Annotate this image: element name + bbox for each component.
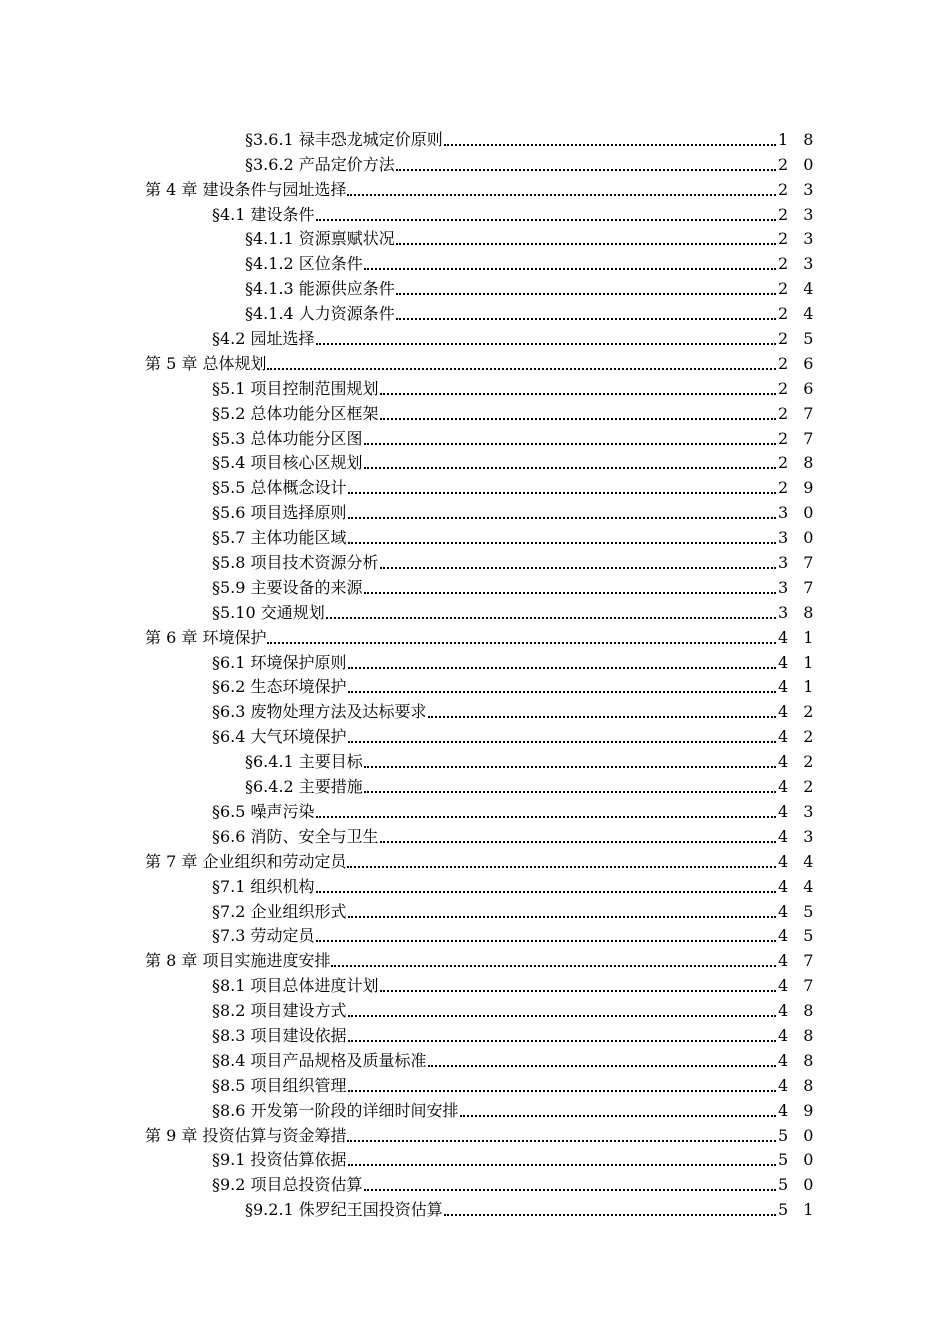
toc-entry[interactable] — [0, 200, 950, 225]
toc-entry-title: 第 4 章 建设条件与园址选择 — [145, 179, 347, 199]
toc-dot-leader — [396, 239, 776, 245]
toc-entry-title: §4.2 园址选择 — [212, 329, 315, 349]
toc-page-number: 5 0 — [778, 1175, 819, 1195]
toc-dot-leader — [380, 414, 776, 420]
toc-page-number: 4 2 — [778, 777, 819, 797]
toc-dot-leader — [380, 389, 776, 395]
toc-page-number: 2 7 — [778, 428, 819, 448]
toc-dot-leader — [364, 588, 776, 594]
toc-entry-title: 第 5 章 总体规划 — [145, 353, 267, 373]
toc-entry[interactable] — [0, 324, 950, 349]
toc-entry-title: §7.3 劳动定员 — [212, 926, 315, 946]
toc-page-number: 3 7 — [778, 577, 819, 597]
toc-dot-leader — [348, 737, 776, 743]
toc-dot-leader — [428, 1061, 776, 1067]
toc-entry-title: §6.4.1 主要目标 — [245, 752, 363, 772]
toc-page-number: 4 4 — [778, 851, 819, 871]
toc-page-number: 4 1 — [778, 652, 819, 672]
toc-page-number: 4 3 — [778, 826, 819, 846]
toc-dot-leader — [380, 563, 776, 569]
toc-dot-leader — [316, 936, 776, 942]
toc-dot-leader — [348, 1160, 776, 1166]
toc-entry[interactable] — [0, 996, 950, 1021]
toc-dot-leader — [444, 1210, 776, 1216]
toc-entry[interactable] — [0, 673, 950, 698]
toc-entry[interactable] — [0, 1071, 950, 1096]
toc-entry-title: §5.1 项目控制范围规划 — [212, 378, 379, 398]
toc-entry-title: §6.4 大气环境保护 — [212, 727, 347, 747]
toc-entry-title: §6.5 噪声污染 — [212, 801, 315, 821]
toc-dot-leader — [347, 190, 776, 196]
toc-page-number: 4 2 — [778, 752, 819, 772]
toc-dot-leader — [267, 364, 776, 370]
toc-entry[interactable] — [0, 249, 950, 274]
toc-dot-leader — [348, 1036, 776, 1042]
toc-page-number: 5 0 — [778, 1150, 819, 1170]
toc-entry[interactable] — [0, 424, 950, 449]
toc-entry-title: §9.2.1 侏罗纪王国投资估算 — [245, 1200, 443, 1220]
toc-page-number: 2 5 — [778, 329, 819, 349]
toc-page-number: 4 7 — [778, 976, 819, 996]
toc-entry[interactable] — [0, 449, 950, 474]
toc-entry-title: §3.6.2 产品定价方法 — [245, 154, 395, 174]
toc-dot-leader — [348, 538, 776, 544]
toc-entry-title: §5.4 项目核心区规划 — [212, 453, 363, 473]
toc-dot-leader — [347, 862, 776, 868]
toc-entry[interactable] — [0, 225, 950, 250]
toc-page-number: 1 8 — [778, 129, 819, 149]
toc-entry-title: §5.2 总体功能分区框架 — [212, 403, 379, 423]
toc-entry-title: §4.1 建设条件 — [212, 204, 315, 224]
toc-dot-leader — [364, 787, 776, 793]
toc-entry-title: §7.2 企业组织形式 — [212, 901, 347, 921]
toc-dot-leader — [348, 488, 776, 494]
toc-entry-title: 第 7 章 企业组织和劳动定员 — [145, 851, 347, 871]
toc-dot-leader — [396, 314, 776, 320]
toc-entry[interactable] — [0, 1121, 950, 1146]
toc-entry[interactable] — [0, 548, 950, 573]
toc-entry-title: 第 9 章 投资估算与资金筹措 — [145, 1125, 347, 1145]
toc-dot-leader — [380, 986, 776, 992]
toc-page-number: 2 0 — [778, 154, 819, 174]
toc-dot-leader — [348, 1011, 776, 1017]
toc-entry[interactable] — [0, 274, 950, 299]
toc-entry[interactable] — [0, 1195, 950, 1220]
toc-dot-leader — [316, 812, 776, 818]
toc-entry[interactable] — [0, 150, 950, 175]
toc-entry-title: §5.9 主要设备的来源 — [212, 577, 363, 597]
toc-page-number: 2 4 — [778, 304, 819, 324]
toc-page-number: 3 0 — [778, 503, 819, 523]
toc-dot-leader — [348, 687, 776, 693]
toc-dot-leader — [380, 837, 776, 843]
toc-entry-title: §8.1 项目总体进度计划 — [212, 976, 379, 996]
toc-entry[interactable] — [0, 697, 950, 722]
toc-dot-leader — [364, 439, 776, 445]
toc-entry-title: §5.7 主体功能区域 — [212, 528, 347, 548]
table-of-contents — [0, 125, 950, 1220]
toc-entry[interactable] — [0, 1046, 950, 1071]
toc-dot-leader — [347, 1136, 776, 1142]
toc-entry-title: §7.1 组织机构 — [212, 876, 315, 896]
toc-dot-leader — [364, 762, 776, 768]
toc-dot-leader — [460, 1111, 776, 1117]
toc-page-number: 2 3 — [778, 254, 819, 274]
toc-dot-leader — [348, 912, 776, 918]
toc-entry-title: §6.4.2 主要措施 — [245, 777, 363, 797]
toc-page-number: 2 6 — [778, 378, 819, 398]
toc-dot-leader — [428, 712, 776, 718]
toc-page-number: 2 7 — [778, 403, 819, 423]
toc-page-number: 4 3 — [778, 801, 819, 821]
toc-page-number: 5 0 — [778, 1125, 819, 1145]
toc-dot-leader — [348, 513, 776, 519]
toc-entry[interactable] — [0, 175, 950, 200]
toc-entry-title: §5.6 项目选择原则 — [212, 503, 347, 523]
toc-entry[interactable] — [0, 349, 950, 374]
toc-page-number: 4 1 — [778, 677, 819, 697]
toc-entry[interactable] — [0, 125, 950, 150]
toc-entry[interactable] — [0, 946, 950, 971]
toc-entry-title: §5.10 交通规划 — [212, 602, 325, 622]
toc-entry[interactable] — [0, 1170, 950, 1195]
toc-dot-leader — [396, 165, 776, 171]
toc-dot-leader — [316, 215, 776, 221]
toc-entry[interactable] — [0, 722, 950, 747]
toc-entry-title: §6.2 生态环境保护 — [212, 677, 347, 697]
toc-page-number: 3 8 — [778, 602, 819, 622]
toc-entry-title: §4.1.1 资源禀赋状况 — [245, 229, 395, 249]
toc-entry-title: 第 8 章 项目实施进度安排 — [145, 951, 331, 971]
toc-entry[interactable] — [0, 523, 950, 548]
toc-dot-leader — [364, 264, 776, 270]
toc-entry-title: §8.4 项目产品规格及质量标准 — [212, 1050, 427, 1070]
toc-entry[interactable] — [0, 374, 950, 399]
toc-dot-leader — [444, 140, 776, 146]
toc-entry-title: §9.2 项目总投资估算 — [212, 1175, 363, 1195]
toc-dot-leader — [348, 663, 776, 669]
toc-dot-leader — [364, 1185, 776, 1191]
toc-page-number: 2 6 — [778, 353, 819, 373]
toc-entry-title: §6.1 环境保护原则 — [212, 652, 347, 672]
toc-page-number: 4 5 — [778, 926, 819, 946]
toc-entry[interactable] — [0, 772, 950, 797]
toc-dot-leader — [348, 1086, 776, 1092]
toc-entry-title: §9.1 投资估算依据 — [212, 1150, 347, 1170]
toc-page-number: 3 0 — [778, 528, 819, 548]
toc-entry-title: §5.3 总体功能分区图 — [212, 428, 363, 448]
toc-dot-leader — [267, 638, 776, 644]
toc-entry-title: §4.1.3 能源供应条件 — [245, 279, 395, 299]
toc-page-number: 2 3 — [778, 204, 819, 224]
toc-entry[interactable] — [0, 971, 950, 996]
toc-page-number: 2 9 — [778, 478, 819, 498]
toc-dot-leader — [316, 887, 776, 893]
toc-page-number: 5 1 — [778, 1200, 819, 1220]
toc-entry[interactable] — [0, 648, 950, 673]
toc-entry[interactable] — [0, 399, 950, 424]
toc-entry[interactable] — [0, 598, 950, 623]
toc-page-number: 2 3 — [778, 229, 819, 249]
toc-entry-title: 第 6 章 环境保护 — [145, 627, 267, 647]
toc-dot-leader — [396, 289, 776, 295]
toc-entry-title: §8.6 开发第一阶段的详细时间安排 — [212, 1100, 459, 1120]
toc-page-number: 4 8 — [778, 1075, 819, 1095]
toc-page-number: 4 8 — [778, 1025, 819, 1045]
toc-entry-title: §8.2 项目建设方式 — [212, 1001, 347, 1021]
toc-entry[interactable] — [0, 747, 950, 772]
toc-page-number: 4 9 — [778, 1100, 819, 1120]
toc-entry[interactable] — [0, 573, 950, 598]
toc-entry[interactable] — [0, 897, 950, 922]
toc-entry-title: §6.3 废物处理方法及达标要求 — [212, 702, 427, 722]
toc-page-number: 4 1 — [778, 627, 819, 647]
toc-entry-title: §4.1.2 区位条件 — [245, 254, 363, 274]
toc-entry[interactable] — [0, 847, 950, 872]
toc-page-number: 2 8 — [778, 453, 819, 473]
toc-entry[interactable] — [0, 299, 950, 324]
toc-entry-title: §5.5 总体概念设计 — [212, 478, 347, 498]
toc-page-number: 4 8 — [778, 1050, 819, 1070]
toc-entry[interactable] — [0, 1146, 950, 1171]
toc-entry-title: §8.3 项目建设依据 — [212, 1025, 347, 1045]
toc-entry-title: §8.5 项目组织管理 — [212, 1075, 347, 1095]
toc-dot-leader — [331, 961, 776, 967]
toc-entry[interactable] — [0, 473, 950, 498]
toc-page-number: 4 2 — [778, 702, 819, 722]
toc-entry-title: §4.1.4 人力资源条件 — [245, 304, 395, 324]
toc-dot-leader — [364, 463, 776, 469]
toc-entry[interactable] — [0, 1021, 950, 1046]
toc-dot-leader — [316, 339, 776, 345]
toc-page-number: 2 4 — [778, 279, 819, 299]
toc-entry[interactable] — [0, 797, 950, 822]
toc-entry-title: §3.6.1 禄丰恐龙城定价原则 — [245, 129, 443, 149]
toc-page-number: 4 4 — [778, 876, 819, 896]
toc-entry[interactable] — [0, 498, 950, 523]
toc-page-number: 3 7 — [778, 553, 819, 573]
toc-entry[interactable] — [0, 872, 950, 897]
toc-entry[interactable] — [0, 623, 950, 648]
toc-page-number: 4 5 — [778, 901, 819, 921]
toc-entry-title: §6.6 消防、安全与卫生 — [212, 826, 379, 846]
toc-entry-title: §5.8 项目技术资源分析 — [212, 553, 379, 573]
toc-entry[interactable] — [0, 922, 950, 947]
toc-entry[interactable] — [0, 1096, 950, 1121]
toc-page-number: 2 3 — [778, 179, 819, 199]
toc-page-number: 4 7 — [778, 951, 819, 971]
toc-entry[interactable] — [0, 822, 950, 847]
toc-page-number: 4 2 — [778, 727, 819, 747]
toc-dot-leader — [326, 613, 776, 619]
toc-page-number: 4 8 — [778, 1001, 819, 1021]
